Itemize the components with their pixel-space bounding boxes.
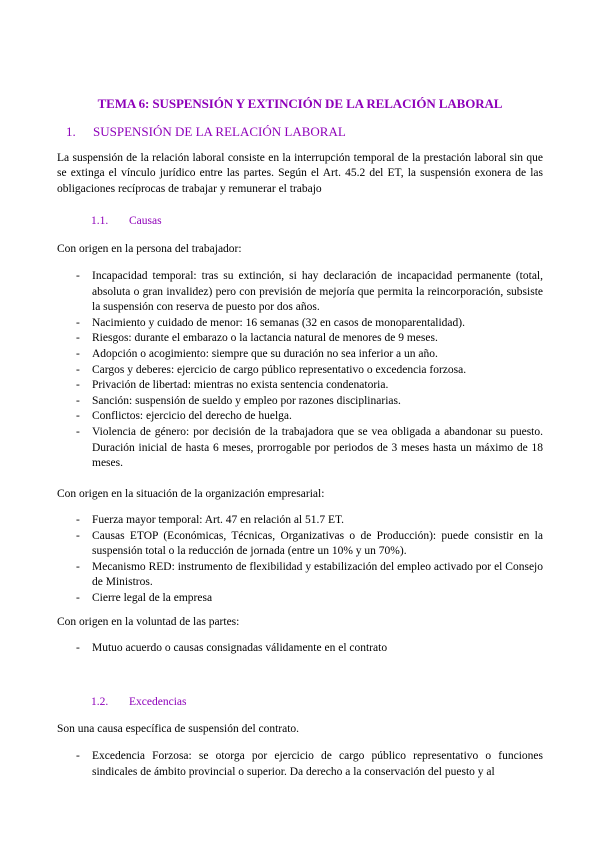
excedencias-list [57, 749, 543, 780]
bullet-dash: - [76, 750, 80, 762]
bullet-dash: - [76, 347, 80, 360]
bullet-dash: - [76, 529, 80, 542]
bullet-dash: - [76, 410, 80, 423]
list-item [57, 409, 543, 425]
bullet-dash: - [76, 379, 80, 392]
list-item [57, 316, 543, 332]
subsection-1-2-intro: Son una causa específica de suspensión del contrato. [57, 723, 300, 735]
bullet-dash: - [76, 332, 80, 345]
section-1-number: 1. [66, 124, 76, 139]
list-item [57, 331, 543, 347]
bullet-dash: - [76, 270, 80, 282]
list-item [57, 269, 543, 316]
subsection-1-1-number: 1.1. [91, 215, 109, 227]
document-title: TEMA 6: SUSPENSIÓN Y EXTINCIÓN DE LA RELACIÓN LABORAL [97, 96, 503, 111]
list-item-text: Mecanismo RED: instrumento de flexibilidad y estabilización del empleo activado por el Consejo de Ministros. [92, 560, 543, 589]
section-1-intro: La suspensión de la relación laboral consiste en la interrupción temporal de la prestación laboral sin que se extinga el vínculo jurídico entre las partes. Según el Art. 45.2 del ET, la suspensión exonera de las obligaciones recíprocas de trabajar y remunerar el trabajo [57, 152, 543, 195]
list-item-text: Sanción: suspensión de sueldo y empleo por razones disciplinarias. [92, 394, 401, 407]
list-item-text: Fuerza mayor temporal: Art. 47 en relación al 51.7 ET. [92, 514, 345, 526]
bullet-dash: - [76, 560, 80, 573]
list-item-text: Adopción o acogimiento: siempre que su duración no sea inferior a un año. [92, 347, 438, 360]
bullet-dash: - [76, 394, 80, 407]
subsection-1-2-heading [91, 695, 186, 709]
group-3-list [57, 641, 543, 657]
bullet-dash: - [76, 316, 80, 329]
list-item-text: Causas ETOP (Económicas, Técnicas, Organizativas o de Producción): puede consistir en la suspensión total o la reducción de jornada (entre un 10% y un 70%). [92, 529, 543, 558]
list-item [57, 560, 543, 591]
group-3-label: Con origen en la voluntad de las partes: [57, 616, 240, 628]
list-item [57, 347, 543, 363]
list-item-text: Privación de libertad: mientras no exista sentencia condenatoria. [92, 379, 389, 392]
list-item [57, 363, 543, 379]
subsection-1-1-heading [91, 214, 162, 228]
list-item-text: Mutuo acuerdo o causas consignadas válidamente en el contrato [92, 642, 388, 654]
list-item [57, 378, 543, 394]
bullet-dash: - [76, 642, 80, 654]
list-item [57, 529, 543, 560]
list-item-text: Cierre legal de la empresa [92, 591, 213, 604]
list-item [57, 394, 543, 410]
list-item-text: Nacimiento y cuidado de menor: 16 semanas (32 en casos de monoparentalidad). [92, 316, 465, 329]
list-item [57, 513, 543, 529]
subsection-1-2-number: 1.2. [91, 696, 109, 708]
subsection-1-2-title: Excedencias [129, 696, 187, 708]
list-item [57, 641, 543, 657]
list-item-text: Conflictos: ejercicio del derecho de huelga. [92, 410, 292, 423]
bullet-dash: - [76, 514, 80, 526]
list-item-text: Incapacidad temporal: tras su extinción, si hay declaración de incapacidad permanente (total, absoluta o gran invalidez) pero con previsión de mejoría que permita la reincorporación, subsiste la suspensión con reserva de puesto por dos años. [92, 270, 543, 314]
section-1-heading [66, 124, 346, 140]
group-2-list [57, 513, 543, 607]
list-item-text: Violencia de género: por decisión de la trabajadora que se vea obligada a abandonar su puesto. Duración inicial de hasta 6 meses, prorrogable por periodos de 3 meses hasta un máximo de 18 meses. [92, 425, 543, 470]
list-item [57, 749, 543, 780]
bullet-dash: - [76, 425, 80, 438]
group-2-label: Con origen en la situación de la organización empresarial: [57, 488, 325, 500]
section-1-title: SUSPENSIÓN DE LA RELACIÓN LABORAL [93, 124, 346, 139]
list-item [57, 425, 543, 472]
subsection-1-1-title: Causas [129, 215, 162, 227]
list-item-text: Excedencia Forzosa: se otorga por ejercicio de cargo público representativo o funciones sindicales de ámbito provincial o superior. Da derecho a la conservación del puesto y al [92, 750, 543, 778]
list-item-text: Riesgos: durante el embarazo o la lactancia natural de menores de 9 meses. [92, 332, 438, 345]
list-item [57, 591, 543, 607]
bullet-dash: - [76, 363, 80, 376]
bullet-dash: - [76, 591, 80, 604]
list-item-text: Cargos y deberes: ejercicio de cargo público representativo o excedencia forzosa. [92, 363, 467, 376]
group-1-list [57, 269, 543, 472]
group-1-label: Con origen en la persona del trabajador: [57, 243, 242, 255]
